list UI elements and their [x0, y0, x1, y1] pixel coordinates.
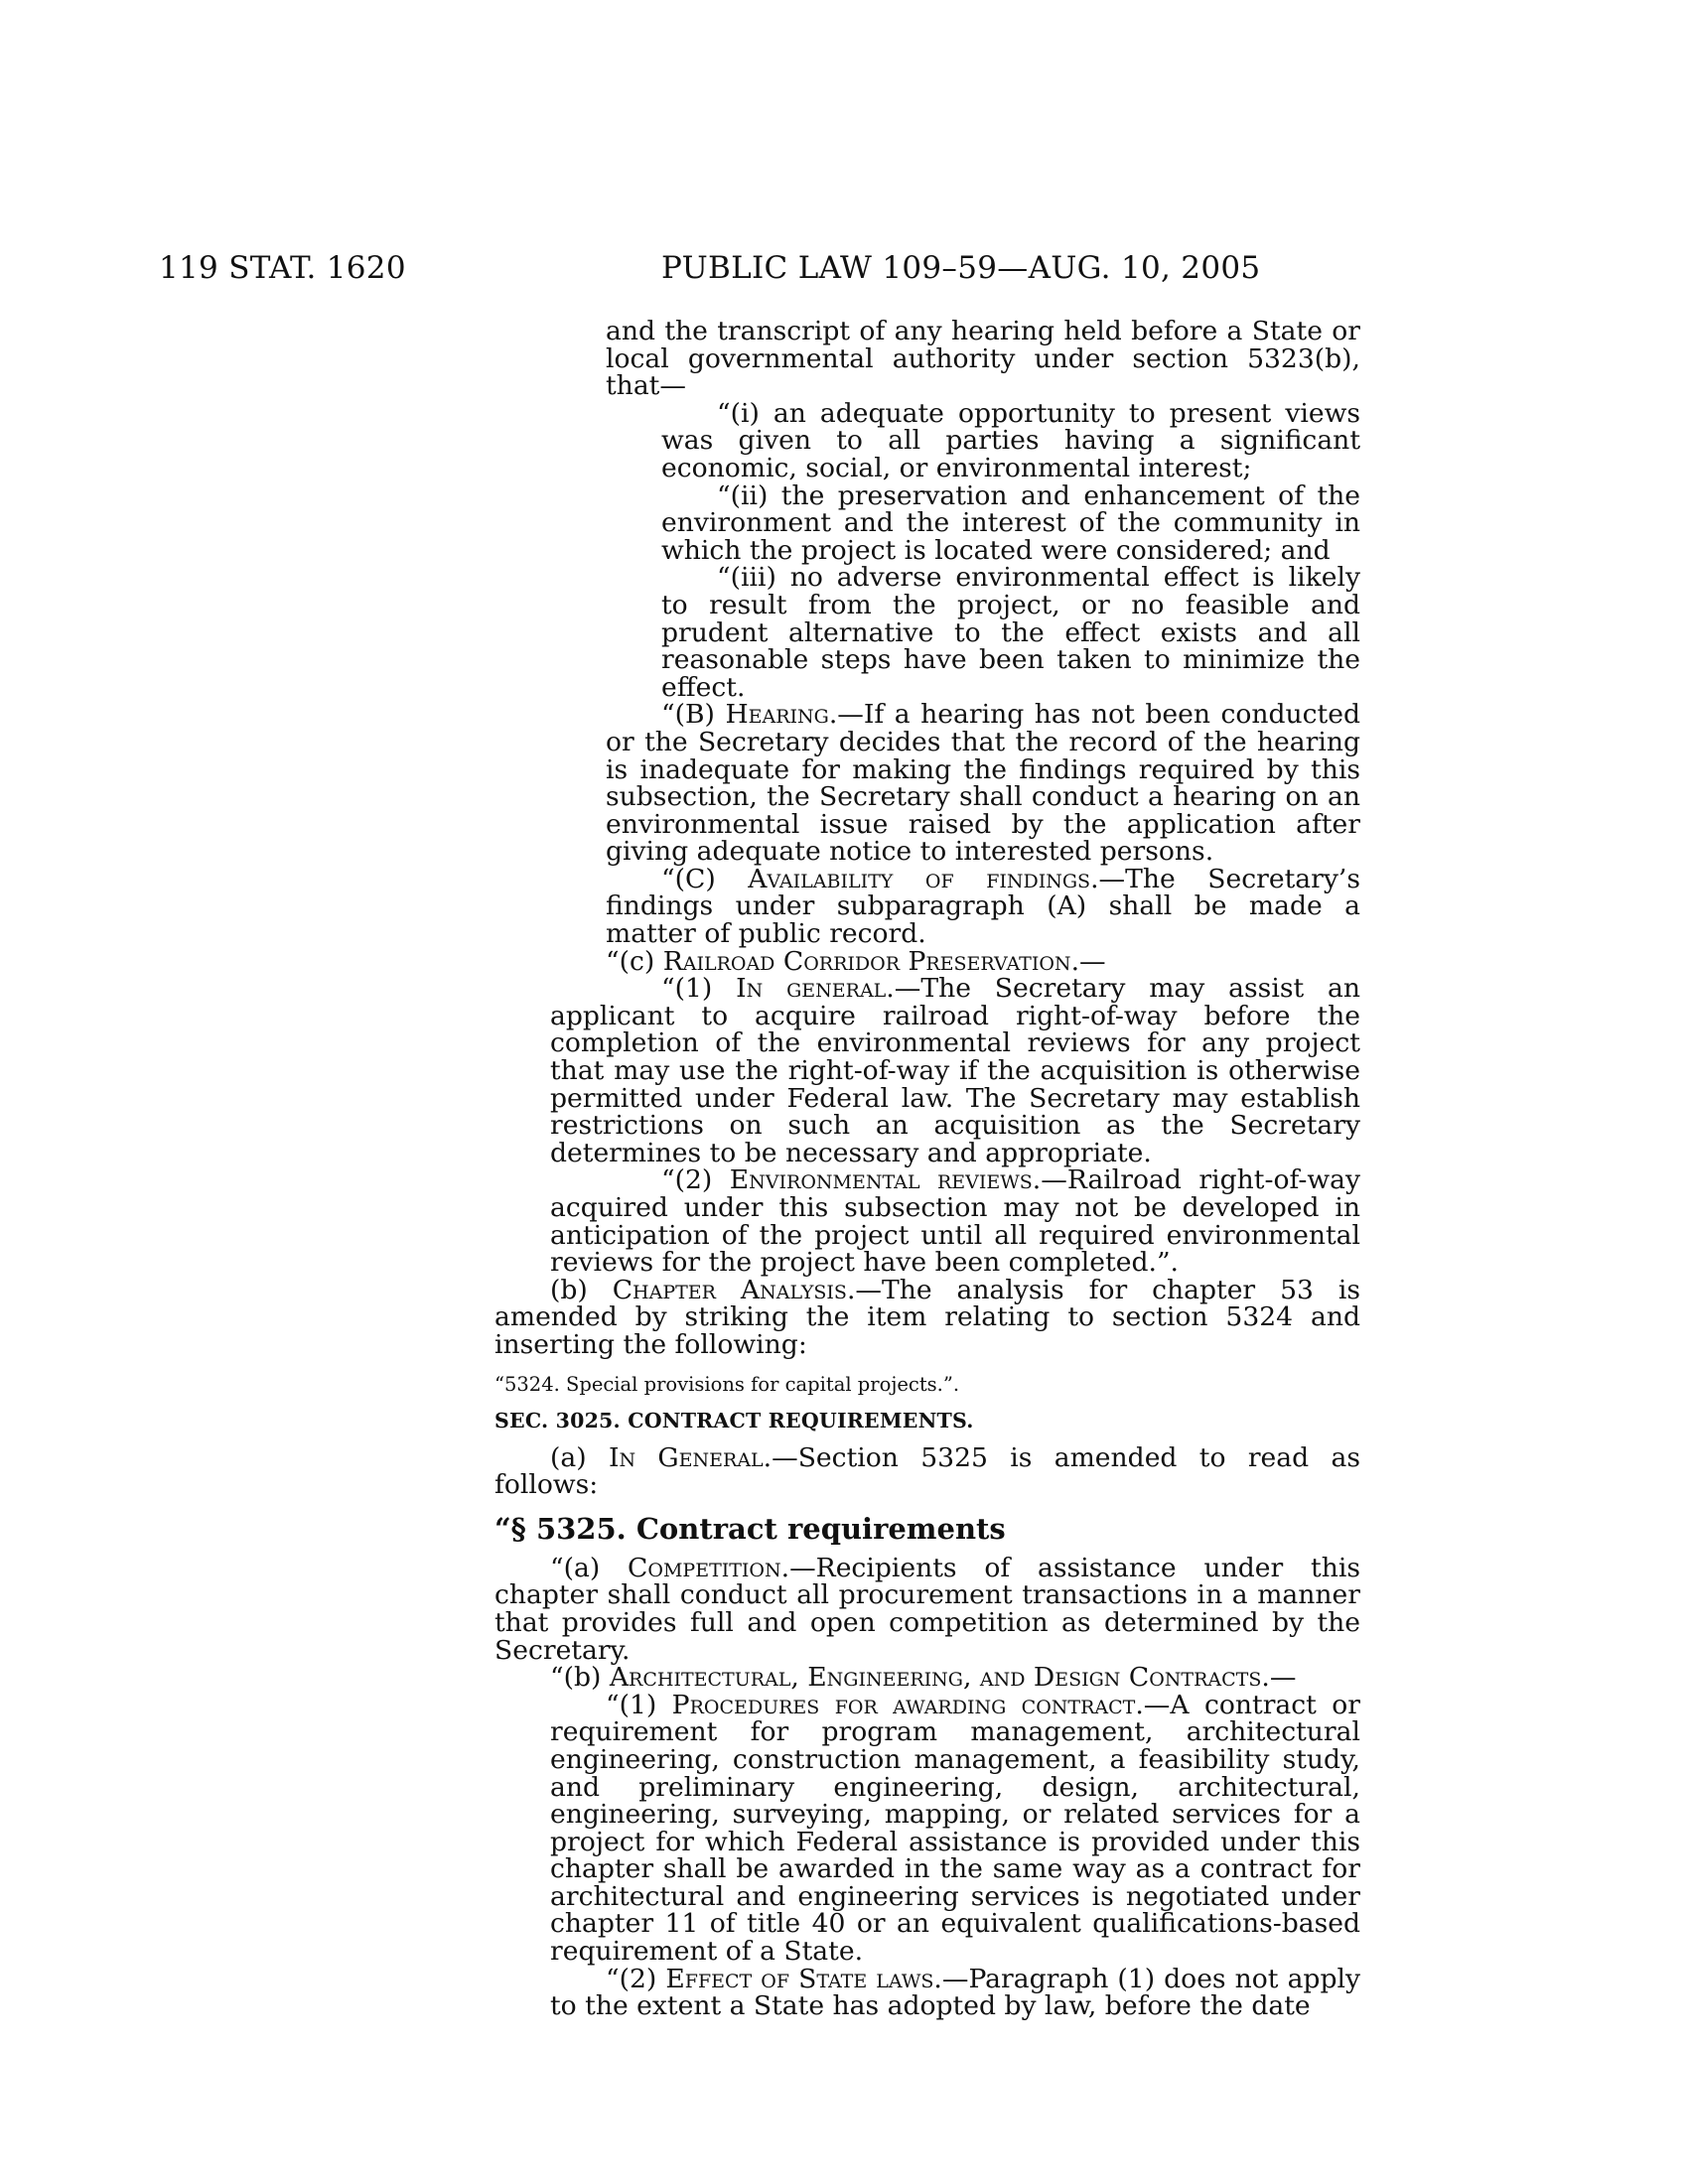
subsection-c-railroad: “(c) Railroad Corridor Preservation.—: [606, 945, 1106, 977]
contracts-heading: Architectural, Engineering, and Design Contracts: [609, 1662, 1262, 1694]
subsection-c-heading: Railroad Corridor Preservation: [662, 945, 1071, 977]
analysis-item: “5324. Special provisions for capital projects.”.: [494, 1372, 960, 1396]
paragraph-1-procedures: “(1) Procedures for awarding contract.—A contract or requirement for program management, architectural engineering, construction management, a feasibility study, and preliminary engineering, design, architectural, engineering, surveying, mapping, or related services for a project for which Federal assistance is provided under this chapter shall be awarded in the same way as a contract for architectural and engineering services is negotiated under chapter 11 of title 40 or an equivalent qualifications-based requirement of a State.: [550, 1689, 1360, 1968]
section-5325-title: “§ 5325. Contract requirements: [494, 1511, 1006, 1546]
clause-iii: “(iii) no adverse environmental effect is likely to result from the project, or no feasible and prudent alternative to the effect exists and all reasonable steps have been taken to minimize the effect.: [661, 562, 1360, 703]
subsection-a-in-general: (a) In General.—Section 5325 is amended to read as follows:: [494, 1441, 1360, 1501]
subparagraph-b-hearing: “(B) Hearing.—If a hearing has not been conducted or the Secretary decides that the record of the hearing is inadequate for making the findings required by this subsection, the Secretary shall conduct a hearing on an environmental issue raised by the application after giving adequate notice to interested persons.: [606, 699, 1361, 868]
clause-i: “(i) an adequate opportunity to present views was given to all parties having a significant economic, social, or environmental interest;: [661, 397, 1360, 483]
subparagraph-b-heading: Hearing: [725, 699, 829, 731]
text-column: [494, 318, 1360, 2020]
public-law-header: PUBLIC LAW 109–59—AUG. 10, 2005: [661, 250, 1261, 286]
chapter-analysis-heading: Chapter Analysis: [612, 1274, 847, 1305]
subparagraph-c-heading: Availability of findings: [748, 863, 1091, 894]
paragraph-1-in-general: “(1) In general.—The Secretary may assist an applicant to acquire railroad right-of-way before the completion of the environmental reviews for any project that may use the right-of-way if the acquisition is otherwise permitted under Federal law. The Secretary may establish restrictions on such an acquisition as the Secretary determines to be necessary and appropriate.: [550, 973, 1360, 1168]
subparagraph-c-availability: “(C) Availability of findings.—The Secretary’s findings under subparagraph (A) shall be made a matter of public record.: [606, 863, 1360, 950]
state-laws-heading: Effect of State laws: [665, 1963, 934, 1994]
section-heading: SEC. 3025. CONTRACT REQUIREMENTS.: [494, 1408, 974, 1433]
paragraph-2-heading: Environmental reviews: [729, 1164, 1033, 1196]
subsection-b-chapter-analysis: (b) Chapter Analysis.—The analysis for chapter 53 is amended by striking the item relating to section 5324 and inserting the following:: [494, 1274, 1360, 1360]
competition-heading: Competition: [628, 1552, 781, 1583]
paragraph-2-environmental-reviews: “(2) Environmental reviews.—Railroad right-of-way acquired under this subsection may not be developed in anticipation of the project until all required environmental reviews for the project have been completed.”.: [550, 1164, 1360, 1279]
subsection-b-contracts: “(b) Architectural, Engineering, and Design Contracts.—: [550, 1662, 1297, 1694]
paragraph-transcript: and the transcript of any hearing held before a State or local governmental authority under section 5323(b), that—: [606, 316, 1360, 402]
clause-ii: “(ii) the preservation and enhancement of the environment and the interest of the community in which the project is located were considered; and: [661, 479, 1360, 566]
paragraph-2-state-laws: “(2) Effect of State laws.—Paragraph (1) does not apply to the extent a State has adopted by law, before the date: [550, 1963, 1361, 2022]
procedures-heading: Procedures for awarding contract: [671, 1689, 1136, 1720]
subsection-a-competition: “(a) Competition.—Recipients of assistance under this chapter shall conduct all procurement transactions in a manner that provides full and open competition as determined by the Secretary.: [494, 1552, 1361, 1666]
statute-page-reference: 119 STAT. 1620: [159, 250, 406, 286]
paragraph-1-heading: In general: [736, 973, 887, 1005]
in-general-heading: In General: [608, 1441, 764, 1473]
